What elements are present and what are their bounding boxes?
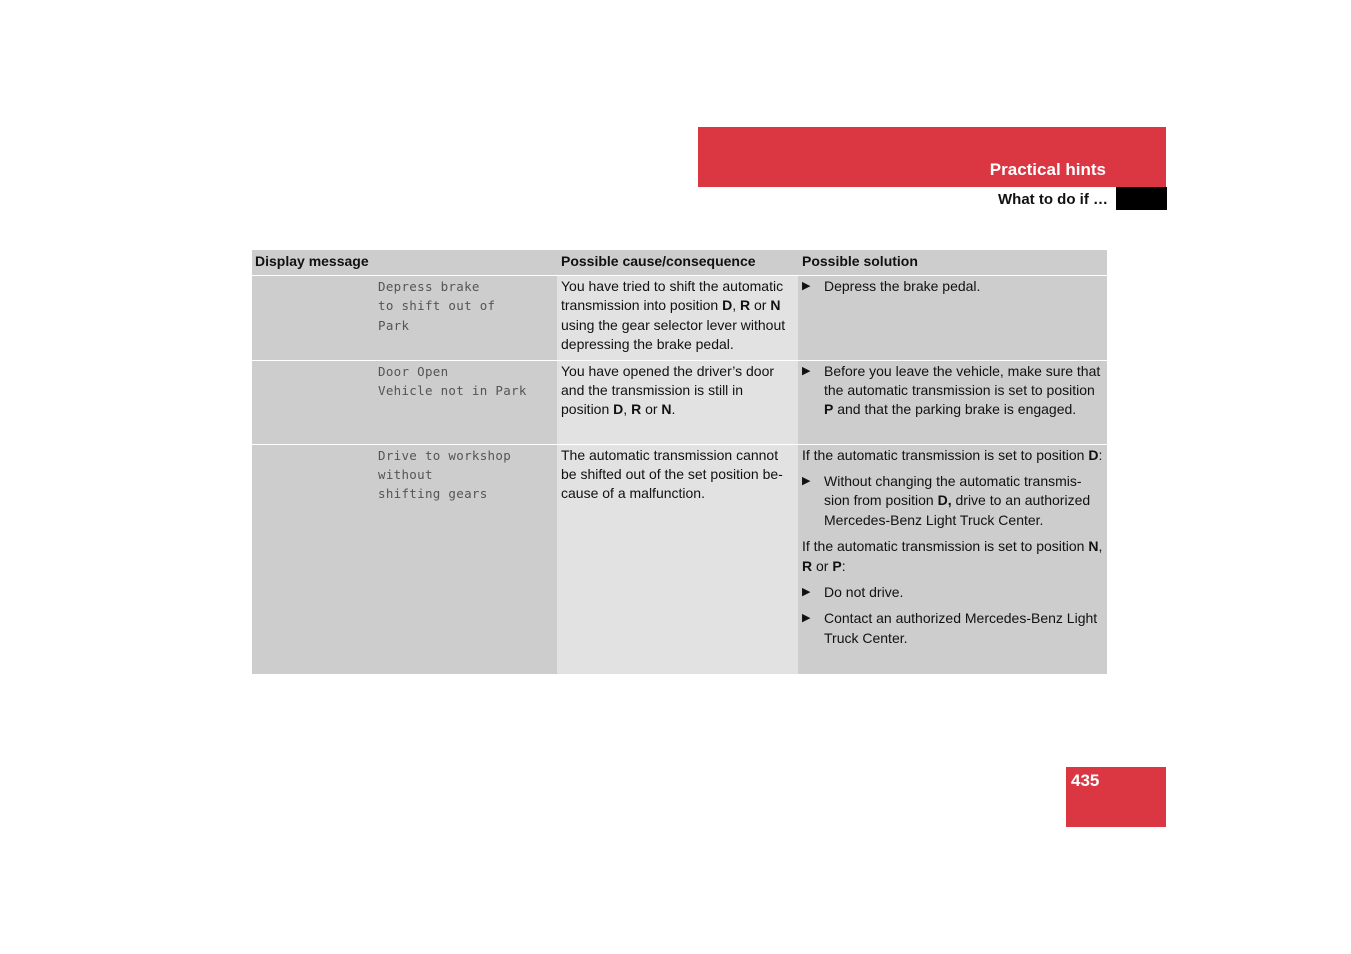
cause-text: , xyxy=(623,401,632,418)
triangle-right-icon: ▶ xyxy=(802,475,811,488)
gear-position: D xyxy=(722,297,733,314)
cause-text: using the gear selector lever without depressing the brake pedal. xyxy=(561,316,786,353)
solution-text-part: : xyxy=(841,557,846,574)
display-message-line: shifting gears xyxy=(378,486,488,502)
page-number: 435 xyxy=(1071,771,1100,790)
solution-text-part: Without changing the automatic transmis-sion from position xyxy=(824,473,1082,509)
column-header-display-message: Display message xyxy=(252,250,557,276)
cause-cell xyxy=(557,276,798,361)
solution-text-part: If the automatic transmission is set to position xyxy=(802,538,1089,555)
header-band xyxy=(698,127,1166,187)
table-row xyxy=(252,276,1107,361)
triangle-right-icon: ▶ xyxy=(802,280,811,292)
gear-position: D, xyxy=(937,492,952,509)
solution-condition xyxy=(802,537,1104,576)
solution-text-part: Before you leave the vehicle, make sure that the automatic transmission is set to position xyxy=(824,362,1101,399)
solution-step xyxy=(802,362,1104,420)
gear-position: N xyxy=(770,297,781,314)
triangle-right-icon: ▶ xyxy=(802,364,811,377)
solution-text: Contact an authorized Mercedes-Benz Light Truck Center. xyxy=(824,610,1098,646)
page-number-box xyxy=(1066,767,1166,827)
cause-text: or xyxy=(641,401,662,418)
triangle-right-icon: ▶ xyxy=(802,586,811,599)
gear-position: D xyxy=(613,401,624,418)
solution-cell xyxy=(798,276,1107,361)
solution-text-part: , xyxy=(1098,538,1103,555)
display-message-cell xyxy=(252,360,557,444)
column-header-cause: Possible cause/consequence xyxy=(557,250,798,276)
cause-text: , xyxy=(732,297,740,314)
column-header-solution: Possible solution xyxy=(798,250,1107,276)
display-message-cell xyxy=(252,276,557,361)
solution-text xyxy=(824,472,1104,530)
subsection-title: What to do if … xyxy=(998,191,1108,208)
gear-position: R xyxy=(739,297,751,314)
display-message-line: to shift out of xyxy=(378,298,496,314)
gear-position: N xyxy=(1088,538,1099,555)
solution-cell xyxy=(798,444,1107,674)
display-message-line: Park xyxy=(378,317,410,333)
cause-text: or xyxy=(750,297,771,314)
solution-text-part: and that the parking brake is engaged. xyxy=(833,401,1077,418)
solution-text-part: drive to an authorized Mercedes-Benz Light Truck Center. xyxy=(824,492,1091,528)
display-message-line: Vehicle not in Park xyxy=(378,383,527,399)
cause-text: The automatic transmission cannot be shifted out of the set position be-cause of a malfunction. xyxy=(561,446,783,502)
hints-table xyxy=(252,250,1107,675)
cause-cell xyxy=(557,444,798,674)
gear-position: N xyxy=(661,401,672,418)
solution-text-part: or xyxy=(812,557,833,574)
solution-cell xyxy=(798,360,1107,444)
table-row xyxy=(252,360,1107,444)
display-message-cell xyxy=(252,444,557,674)
triangle-right-icon: ▶ xyxy=(802,612,811,625)
solution-text: Depress the brake pedal. xyxy=(824,278,981,294)
solution-text: Do not drive. xyxy=(824,584,904,601)
display-message-line: without xyxy=(378,467,433,483)
solution-step xyxy=(802,583,1104,602)
gear-position: R xyxy=(631,401,642,418)
solution-step xyxy=(802,472,1104,530)
cause-text: . xyxy=(671,401,676,418)
solution-text-part: : xyxy=(1098,446,1103,463)
gear-position: D xyxy=(1088,446,1099,463)
table-header-row xyxy=(252,250,1107,276)
gear-position: P xyxy=(832,557,842,574)
section-title: Practical hints xyxy=(989,160,1106,179)
solution-step xyxy=(802,277,1104,296)
display-message-line: Depress brake xyxy=(378,279,480,294)
gear-position: P xyxy=(824,401,834,418)
gear-position: R xyxy=(802,557,813,574)
cause-text: You have opened the driver’s door and the transmission is still in position xyxy=(561,362,775,418)
table-row xyxy=(252,444,1107,674)
section-tab-marker xyxy=(1116,187,1167,210)
solution-text-part: If the automatic transmission is set to position xyxy=(802,446,1089,463)
display-message-line: Door Open xyxy=(378,363,449,379)
solution-condition xyxy=(802,446,1104,465)
cause-cell xyxy=(557,360,798,444)
display-message-line: Drive to workshop xyxy=(378,447,512,463)
cause-text: You have tried to shift the automatic transmission into position xyxy=(561,278,784,314)
solution-step xyxy=(802,609,1104,648)
solution-text xyxy=(824,362,1104,420)
